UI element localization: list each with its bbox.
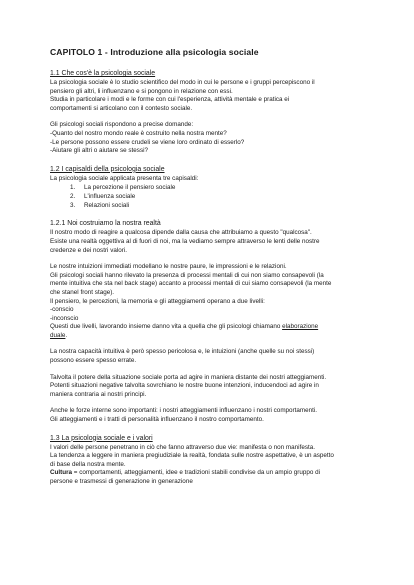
body-line: La tendenza a leggere in maniera pregiudiziale la realtà, fondata sulle nostre aspettative, è un aspetto bbox=[50, 452, 334, 460]
body-line: Potenti situazioni negative talvolta sovrchiano le nostre buone intenzioni, inducendoci ad agire in bbox=[50, 382, 319, 390]
body-line: Il pensiero, le percezioni, la memoria e gli atteggiamenti operano a due livelli: bbox=[50, 297, 265, 305]
paragraph-gap bbox=[50, 340, 374, 348]
body-line: mente intuitiva che sta nel back stage) accanto a processi mentali di cui siamo consapevoli (la mente bbox=[50, 280, 332, 288]
body-line: Esiste una realtà oggettiva al di fuori di noi, ma la vediamo sempre attraverso le lenti delle nostre bbox=[50, 237, 320, 245]
body-line: -Quanto del nostro mondo reale è costruito nella nostra mente? bbox=[50, 129, 227, 137]
body-line: Anche le forze interne sono importanti: i nostri atteggiamenti influenzano i nostri comportamenti. bbox=[50, 407, 318, 415]
list-item-number: 1. bbox=[70, 184, 76, 192]
section-heading: 1.3 La psicologia sociale e i valori bbox=[50, 434, 153, 442]
paragraph-gap bbox=[50, 399, 374, 407]
body-line: maniera contraria ai nostri principi. bbox=[50, 390, 147, 398]
section-1-1 bbox=[50, 69, 374, 156]
body-line: I valori delle persone penetrano in ciò che fanno attraverso due vie: manifesta o non manifesta. bbox=[50, 443, 315, 451]
section-body bbox=[50, 175, 374, 184]
body-line: Questi due livelli, lavorando insieme danno vita a quella che gli psicologi chiamano elaborazione bbox=[50, 323, 319, 331]
body-line: La psicologia sociale è lo studio scientifico del modo in cui le persone e i gruppi percepiscono il bbox=[50, 79, 315, 86]
body-line: Cultura = comportamenti, atteggiamenti, idee e tradizioni stabili condivise da un ampio gruppo di bbox=[50, 469, 321, 477]
body-line: -Le persone possono essere crudeli se viene loro ordinato di esserlo? bbox=[50, 138, 245, 146]
body-line: -inconscio bbox=[50, 314, 79, 322]
body-line: Gli psicologi sociali rispondono a precise domande: bbox=[50, 121, 194, 129]
list-item-number: 2. bbox=[70, 193, 76, 201]
section-body bbox=[50, 444, 374, 487]
list-item-text: Relazioni sociali bbox=[84, 202, 130, 210]
body-line: Gli psicologi sociali hanno rilevato la presenza di processi mentali di cui non siamo consapevoli (la bbox=[50, 271, 324, 279]
body-line: Le nostre intuizioni immediati modellano le nostre paure, le impressioni e le relazioni. bbox=[50, 263, 287, 271]
body-line: -conscio bbox=[50, 306, 74, 314]
body-line: Studia in particolare i modi e le forme con cui l'esperienza, attività mentale e pratica ei bbox=[50, 96, 290, 104]
section-heading: 1.1 Che cos'è la psicologia sociale bbox=[50, 70, 156, 77]
list-item bbox=[70, 201, 374, 210]
body-line: La psicologia sociale applicata presenta tre capisaldi: bbox=[50, 174, 199, 182]
paragraph-gap bbox=[50, 113, 374, 121]
list-item-text: L'influenza sociale bbox=[84, 193, 136, 201]
emphasized-term: elaborazione bbox=[282, 323, 319, 331]
body-line: La nostra capacità intuitiva è però spesso pericolosa e, le intuizioni (anche quelle su noi stessi) bbox=[50, 348, 315, 356]
paragraph-gap bbox=[50, 255, 374, 263]
body-line: Il nostro modo di reagire a qualcosa dipende dalla causa che attribuiamo a questo "qualcosa". bbox=[50, 229, 312, 237]
body-line: pensiero gli altri, li influenzano e si pongono in relazione con essi. bbox=[50, 87, 233, 95]
list-item bbox=[70, 192, 374, 201]
list-item-text: La percezione il pensiero sociale bbox=[84, 184, 176, 192]
body-line: possono essere spesso errate. bbox=[50, 357, 137, 365]
section-body bbox=[50, 229, 374, 424]
list-item bbox=[70, 183, 374, 192]
body-line: persone e trasmessi di generazione in generazione bbox=[50, 478, 193, 485]
section-heading: 1.2.1 Noi costruiamo la nostra realtà bbox=[50, 220, 161, 228]
body-line: comportamenti si articolano con il contesto sociale. bbox=[50, 104, 193, 112]
section-heading: 1.2 I capisaldi della psicologia sociale bbox=[50, 165, 165, 173]
body-line: che stanel front stage). bbox=[50, 288, 115, 296]
body-line: di base della nostra mente. bbox=[50, 460, 126, 468]
paragraph-gap bbox=[50, 366, 374, 374]
document-title: CAPITOLO 1 - Introduzione alla psicologia sociale bbox=[50, 47, 259, 57]
body-line: duale. bbox=[50, 331, 68, 339]
list-item-number: 3. bbox=[70, 202, 76, 210]
body-line: -Aiutare gli altri o aiutare se stessi? bbox=[50, 147, 148, 155]
defined-term: Cultura bbox=[50, 469, 73, 477]
body-line: Talvolta il potere della situazione sociale porta ad agire in maniera distante dei nostri atteggiamenti. bbox=[50, 373, 327, 381]
section-1-3 bbox=[50, 434, 374, 487]
numbered-list bbox=[50, 183, 374, 210]
section-body bbox=[50, 79, 374, 156]
body-line: Gli atteggiamenti e i tratti di personalità influenzano il nostro comportamento. bbox=[50, 416, 264, 424]
body-line: credenze e dei nostri valori. bbox=[50, 246, 128, 254]
emphasized-term: duale bbox=[50, 331, 66, 339]
section-1-2-1 bbox=[50, 219, 374, 424]
section-1-2 bbox=[50, 165, 374, 211]
